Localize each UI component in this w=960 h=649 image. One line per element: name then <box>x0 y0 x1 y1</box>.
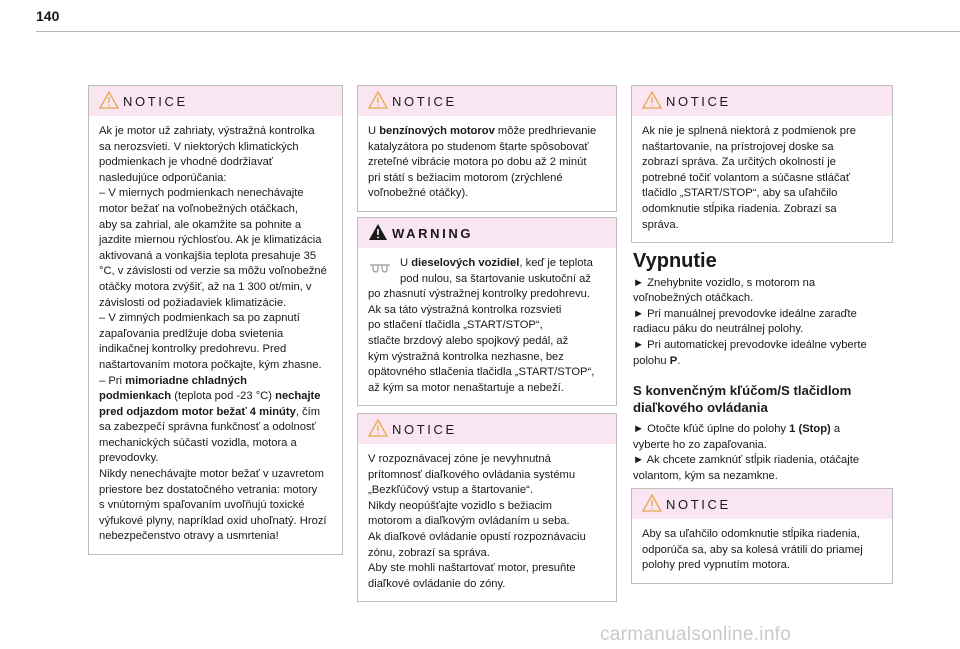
section-text <box>633 276 901 370</box>
text-line: aby sa zahrial, ale okamžite sa pohnite a <box>99 218 302 231</box>
notice-text <box>632 116 892 242</box>
text-line: priestore bez dostatočného vetrania: motory <box>99 483 318 496</box>
text-line: potrebné točiť volantom a súčasne stláčať <box>642 171 851 184</box>
notice-box-start-conditions <box>631 85 893 243</box>
notice-text <box>358 444 616 601</box>
text-line: výfukové plyny, napríklad oxid uhoľnatý. Hrozí <box>99 514 327 527</box>
text-line: polohy pred vypnutím motora. <box>642 559 790 572</box>
page-number: 140 <box>36 8 60 24</box>
section-heading: Vypnutie <box>633 250 717 272</box>
text-line: „Bezkľúčový vstup a štartovanie“. <box>368 484 533 497</box>
text-line: Aby ste mohli naštartovať motor, presuňte <box>368 562 576 575</box>
notice-triangle-icon <box>642 494 662 512</box>
text-line: indikačnej kontrolky predohrevu. Pred <box>99 343 287 356</box>
text-line: ► Pri manuálnej prevodovke ideálne zaraďte <box>633 307 857 320</box>
section-text <box>633 422 901 484</box>
text-line: V rozpoznávacej zóne je nevyhnutná <box>368 453 551 465</box>
text-line: Ak sa táto výstražná kontrolka rozsvieti <box>368 303 562 316</box>
text-line: sa zabezpečí správna funkčnosť a odolnosť <box>99 421 316 434</box>
notice-triangle-icon <box>99 91 119 109</box>
text-line: pred odjazdom motor bežať 4 minúty, čím <box>99 405 321 418</box>
text-line: ► Otočte kľúč úplne do polohy 1 (Stop) a <box>633 423 841 435</box>
text-line: otáčky motora zvýšiť, až na 1 300 ot/min, v <box>99 280 312 293</box>
text-line: podmienkach je vhodné dodržiavať <box>99 156 273 169</box>
text-line: volantom, kým sa nezamkne. <box>633 469 778 482</box>
text-line: Nikdy nenechávajte motor bežať v uzavretom <box>99 468 324 481</box>
text-line: odomknutie stĺpika riadenia. Zobrazí sa <box>642 202 837 215</box>
text-line: odporúča sa, aby sa kolesá vrátili do priamej <box>642 543 863 556</box>
text-line: sa nerozsvieti. V niektorých klimatických <box>99 140 299 153</box>
text-line: vyberte ho zo zapaľovania. <box>633 438 767 451</box>
text-line: po stlačení tlačidla „START/STOP“, <box>368 319 543 332</box>
notice-triangle-icon <box>368 91 388 109</box>
text-line: ► Pri automatickej prevodovke ideálne vyberte <box>633 338 867 351</box>
text-line: polohu P. <box>633 354 681 367</box>
text-line: motorom a diaľkovým ovládaním u seba. <box>368 515 570 528</box>
text-line: podmienkach (teplota pod -23 °C) nechajte <box>99 390 321 403</box>
text-line: ► Znehybnite vozidlo, s motorom na <box>633 276 816 289</box>
text-line: zapaľovania predlžuje doba svietenia <box>99 327 284 340</box>
notice-title: NOTICE <box>123 94 188 109</box>
notice-text <box>358 116 616 211</box>
text-line: ► Ak chcete zamknúť stĺpik riadenia, otáčajte <box>633 454 860 467</box>
text-line: zobrazí správa. Za určitých okolností je <box>642 156 837 169</box>
text-line: prítomnosť diaľkového ovládania systému <box>368 468 576 481</box>
text-line: zreteľné vibrácie motora po dobu až 2 minút <box>368 156 587 169</box>
section-konvencny-kluc <box>633 382 901 484</box>
watermark: carmanualsonline.info <box>600 624 792 645</box>
text-line: jazdite miernou rýchlosťou. Ak je klimatizácia <box>99 234 322 247</box>
notice-text <box>89 116 342 554</box>
preheat-coil-icon <box>368 262 392 274</box>
text-line: U dieselových vozidiel, keď je teplota <box>400 257 593 269</box>
text-line: Nikdy neopúšťajte vozidlo s bežiacim <box>368 499 552 512</box>
section-subheading: S konvenčným kľúčom/S tlačidlom diaľkového ovládania <box>633 383 852 415</box>
text-line: diaľkové ovládanie do zóny. <box>368 577 506 590</box>
warning-triangle-icon <box>368 223 388 241</box>
text-line: Ak nie je splnená niektorá z podmienok pre <box>642 125 856 137</box>
text-line: kým výstražná kontrolka nezhasne, bez <box>368 350 564 363</box>
text-line: aktivovaná a vonkajšia teplota presahuje 35 <box>99 249 317 262</box>
text-line: naštartovanie, na prístrojovej doske sa <box>642 140 834 153</box>
text-line: naštartovaním motora počkajte, kým zhasne. <box>99 358 322 371</box>
text-line: zónu, zobrazí sa správa. <box>368 546 490 559</box>
text-line: Ak diaľkové ovládanie opustí rozpoznávaciu <box>368 530 586 543</box>
warning-title: WARNING <box>392 226 474 241</box>
text-line: prevodovky. <box>99 452 159 465</box>
header-rule <box>36 31 960 32</box>
text-line: s vnútorným spaľovaním uvoľňujú toxické <box>99 499 305 512</box>
text-line: katalyzátora po studenom štarte spôsobovať <box>368 140 589 153</box>
notice-triangle-icon <box>642 91 662 109</box>
warning-box-diesel <box>357 217 617 406</box>
notice-box-petrol <box>357 85 617 212</box>
text-line: až kým sa motor nenaštartuje a nebeží. <box>368 381 564 394</box>
notice-title: NOTICE <box>666 94 731 109</box>
text-line: opätovného stlačenia tlačidla „START/STOP“, <box>368 366 595 379</box>
text-line: radiacu páku do neutrálnej polohy. <box>633 323 804 336</box>
text-line: – V miernych podmienkach nenechávajte <box>99 187 304 200</box>
warning-text <box>358 248 616 405</box>
text-line: voľnobežné otáčky). <box>368 187 469 200</box>
text-line: motor bežať na voľnobežných otáčkach, <box>99 202 299 215</box>
text-line: – Pri mimoriadne chladných <box>99 374 247 387</box>
notice-triangle-icon <box>368 419 388 437</box>
section-vypnutie <box>633 250 901 369</box>
text-line: pod nulou, sa štartovanie uskutoční až <box>400 272 591 285</box>
text-line: Ak je motor už zahriaty, výstražná kontrolka <box>99 125 315 137</box>
notice-box-cold-start <box>88 85 343 555</box>
notice-title: NOTICE <box>392 94 457 109</box>
notice-text <box>632 519 892 583</box>
text-line: – V zimných podmienkach sa po zapnutí <box>99 312 300 325</box>
text-line: tlačidlo „START/STOP“, aby sa uľahčilo <box>642 187 838 200</box>
notice-box-keyless <box>357 413 617 602</box>
notice-title: NOTICE <box>666 497 731 512</box>
text-line: °C, v závislosti od verzie sa môžu voľnobežné <box>99 265 327 278</box>
text-line: pri státí s bežiacim motorom (zrýchlené <box>368 171 563 184</box>
text-line: nasledujúce odporúčania: <box>99 171 227 184</box>
notice-box-steering <box>631 488 893 584</box>
text-line: správa. <box>642 218 679 231</box>
notice-title: NOTICE <box>392 422 457 437</box>
text-line: voľnobežných otáčkach. <box>633 292 754 305</box>
text-line: U benzínových motorov môže predhrievanie <box>368 125 597 137</box>
text-line: stlačte brzdový alebo spojkový pedál, až <box>368 334 569 347</box>
text-line: nebezpečenstvo otravy a usmrtenia! <box>99 530 279 543</box>
text-line: po zhasnutí výstražnej kontrolky predohrevu. <box>368 288 591 301</box>
text-line: Aby sa uľahčilo odomknutie stĺpika riadenia, <box>642 528 860 540</box>
text-line: závislosti od požiadaviek klimatizácie. <box>99 296 287 309</box>
text-line: mechanických súčastí vozidla, motora a <box>99 436 297 449</box>
